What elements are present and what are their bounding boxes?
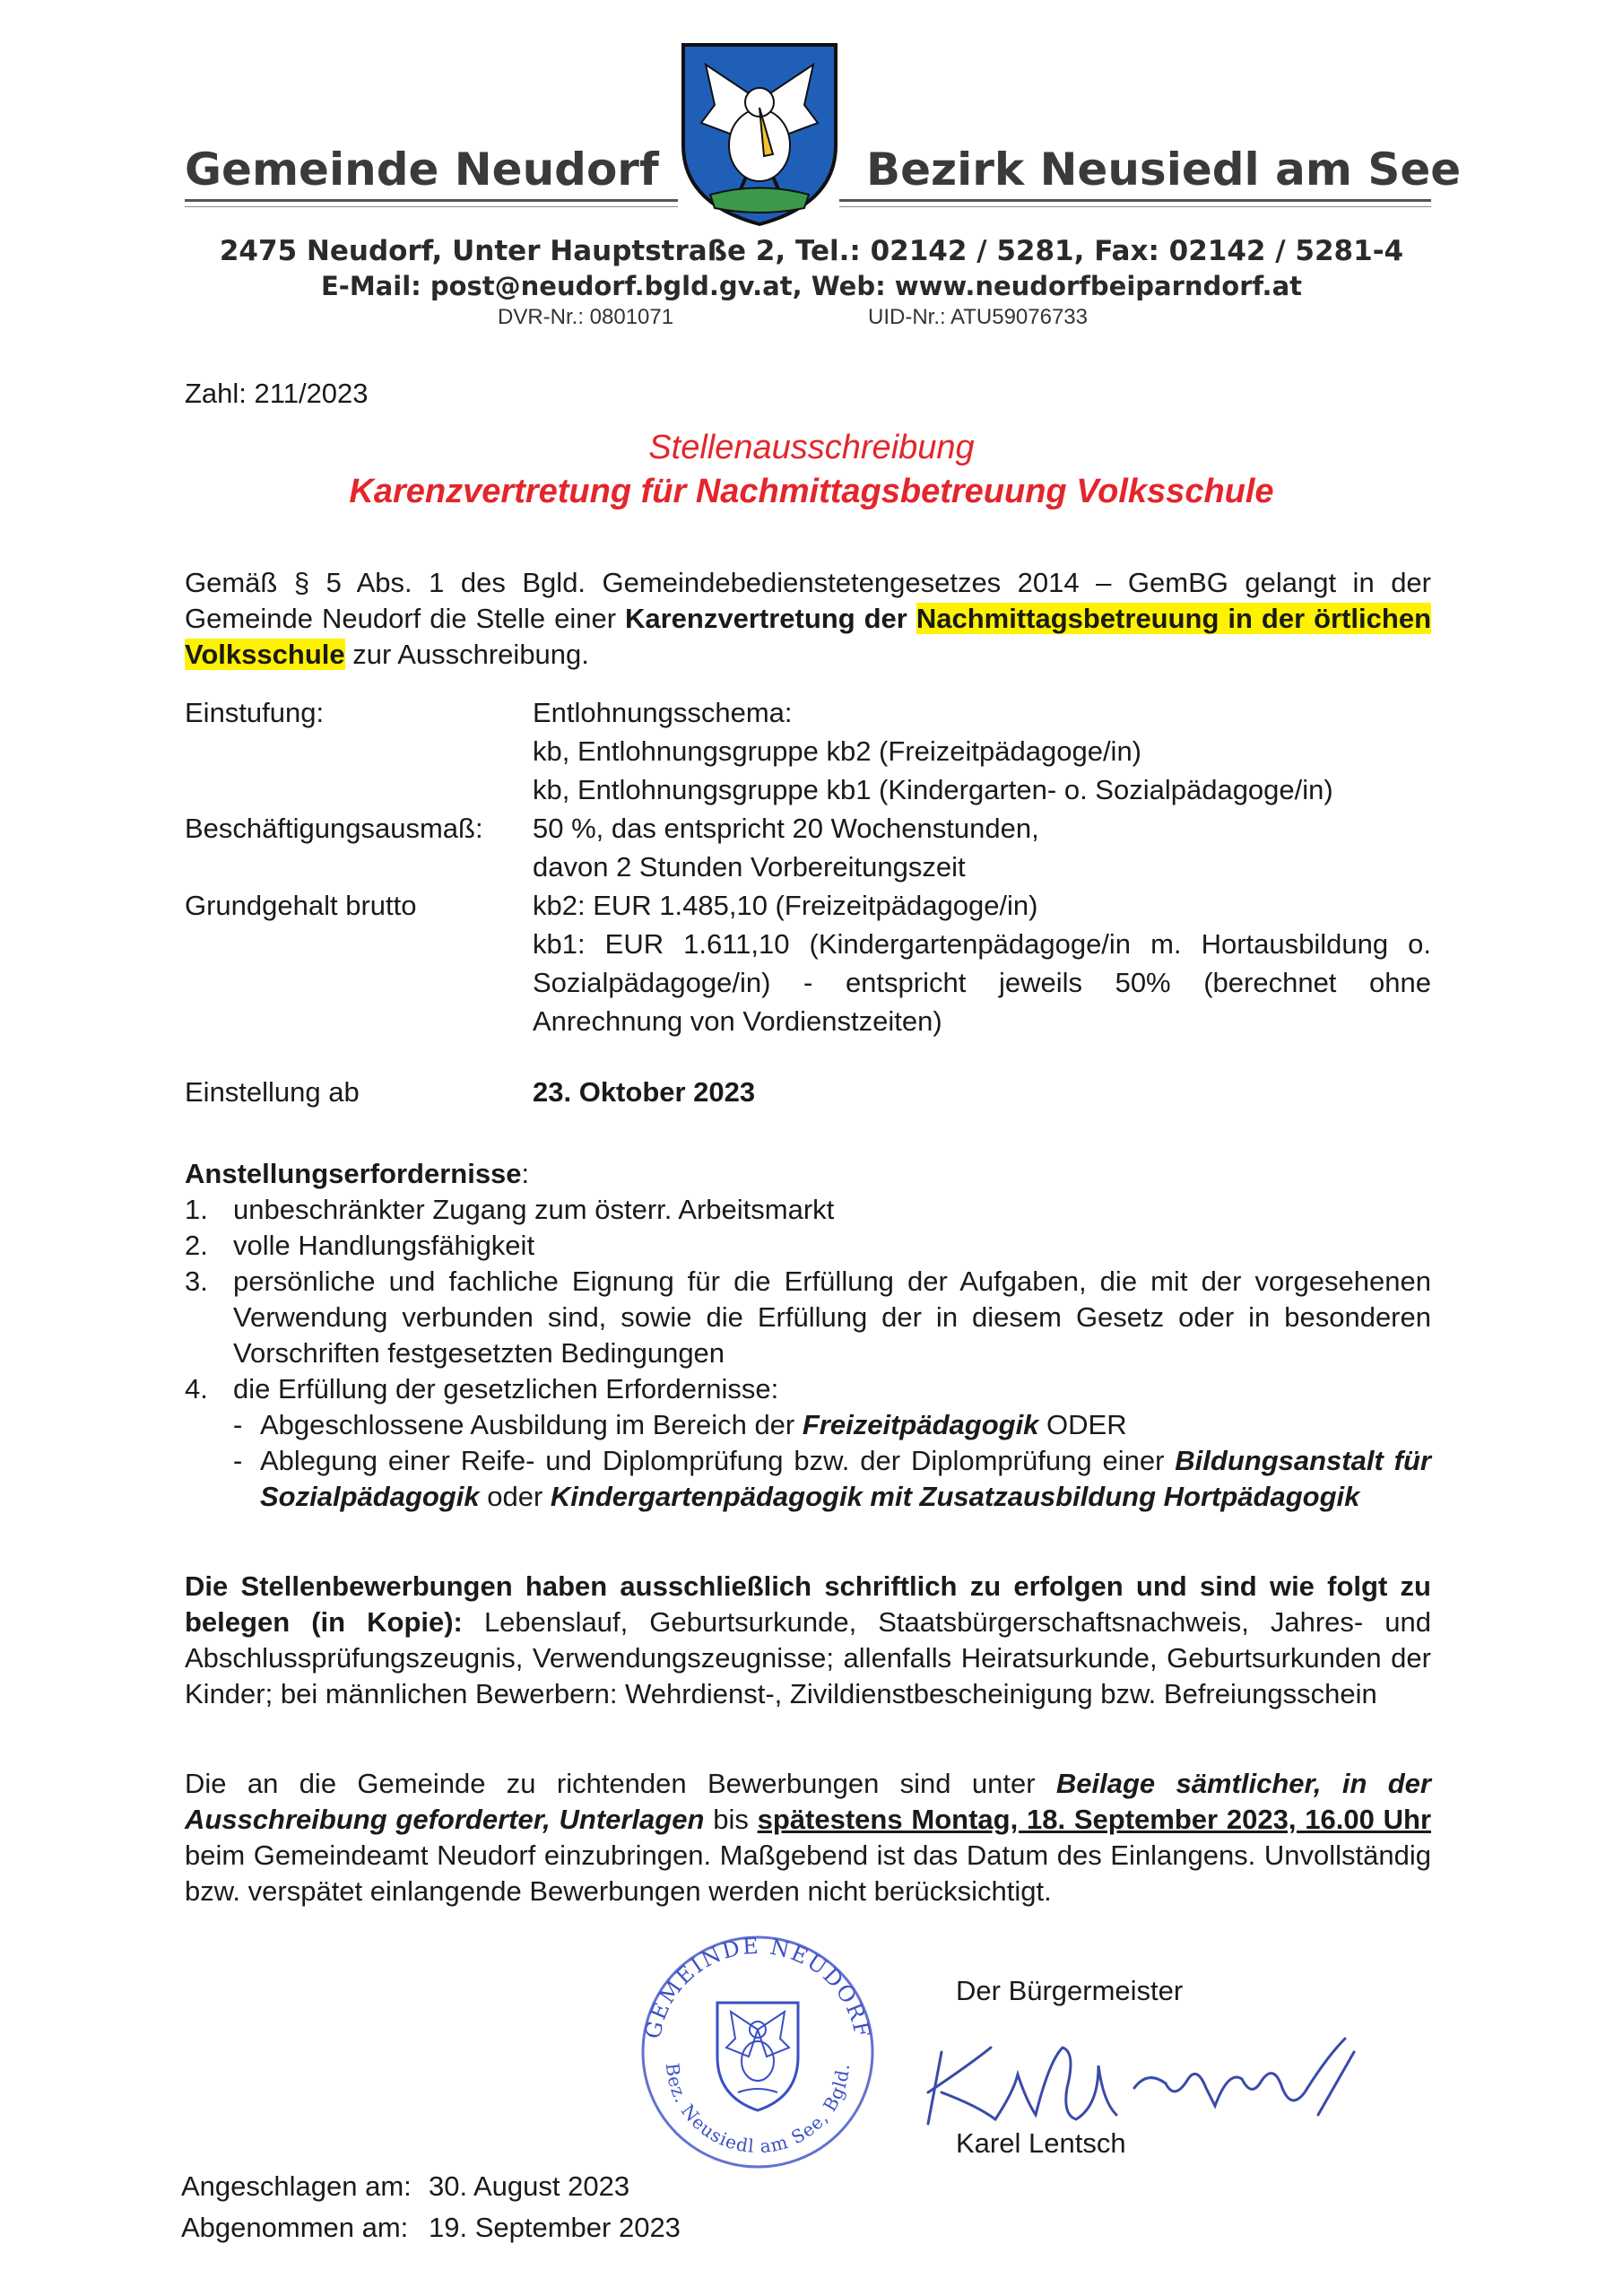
handwritten-signature xyxy=(906,2016,1372,2142)
gehalt-text: kb1: EUR 1.611,10 (Kindergartenpädagoge/in m. Hortausbildung o. Sozialpädagoge/in) - entspricht jeweils 50% (berechnet ohne Anrechnung von Vordienstzeiten) xyxy=(533,928,1431,1037)
gehalt-line-1: kb2: EUR 1.485,10 (Freizeitpädagoge/in) xyxy=(533,890,1038,921)
ausmass-line-2: davon 2 Stunden Vorbereitungszeit xyxy=(533,851,966,883)
sub-dash-2: - xyxy=(233,1445,243,1476)
req-sub-2: Ablegung einer Reife- und Diplomprüfung bzw. der Diplomprüfung einer Bildungsanstalt für Sozialpädagogik oder Kindergartenpädagogik mit Zusatzausbildung Hortpädagogik xyxy=(260,1445,1432,1512)
title-line-2: Karenzvertretung für Nachmittagsbetreuung Volksschule xyxy=(349,473,1274,510)
removed-label: Abgenommen am: xyxy=(181,2212,409,2243)
dvr-number: DVR-Nr.: 0801071 xyxy=(498,305,674,329)
signature-role: Der Bürgermeister xyxy=(956,1975,1184,2006)
deadline: spätestens Montag, 18. September 2023, 16.00 Uhr xyxy=(757,1804,1432,1835)
ausmass-label: Beschäftigungsausmaß: xyxy=(185,813,483,844)
einstufung-line-3: kb, Entlohnungsgruppe kb1 (Kindergarten- o. Sozialpädagoge/in) xyxy=(533,774,1333,805)
einstufung-line-1: Entlohnungsschema: xyxy=(533,697,793,728)
req-num-2: 2. xyxy=(185,1230,208,1261)
svg-text:Bez. Neusiedl am See, Bgld.: Bez. Neusiedl am See, Bgld. xyxy=(661,2062,855,2158)
req-item-2: volle Handlungsfähigkeit xyxy=(233,1230,535,1261)
svg-text:GEMEINDE NEUDORF: GEMEINDE NEUDORF xyxy=(639,1933,876,2041)
application-paragraph: Die Stellenbewerbungen haben ausschließlich schriftlich zu erfolgen und sind wie folgt zu belegen (in Kopie): Lebenslauf, Geburtsurkunde, Staatsbürgerschaftsnachweis, Jahres- und Abschlussprüfungszeugnis, Verwendungszeugnisse; allenfalls Heiratsurkunde, Geburtsurkunden der Kinder; bei männlichen Bewerbern: Wehrdienst-, Zivildienstbescheinigung bzw. Befreiungsschein xyxy=(185,1570,1432,1709)
address-line: 2475 Neudorf, Unter Hauptstraße 2, Tel.: 02142 / 5281, Fax: 02142 / 5281-4 xyxy=(219,235,1404,267)
req-item-4: die Erfüllung der gesetzlichen Erfordernisse: xyxy=(233,1373,779,1405)
einstufung-line-2: kb, Entlohnungsgruppe kb2 (Freizeitpädagoge/in) xyxy=(533,735,1142,767)
official-stamp xyxy=(632,1926,883,2169)
district-name: Bezirk Neusiedl am See xyxy=(866,144,1462,196)
requirements-heading: Anstellungserfordernisse: xyxy=(185,1158,530,1189)
removed-date: 19. September 2023 xyxy=(429,2212,681,2243)
reference-number: Zahl: 211/2023 xyxy=(185,378,369,409)
posted-label: Angeschlagen am: xyxy=(181,2170,412,2202)
email-web-line: E-Mail: post@neudorf.bgld.gv.at, Web: www.neudorfbeiparndorf.at xyxy=(320,271,1302,301)
einstellung-date: 23. Oktober 2023 xyxy=(533,1076,756,1108)
highlighted-position: Nachmittagsbetreuung in der örtlichen Volksschule xyxy=(185,603,1432,670)
intro-paragraph: Gemäß § 5 Abs. 1 des Bgld. Gemeindebedienstetengesetzes 2014 – GemBG gelangt in der Gemeinde Neudorf die Stelle einer Karenzvertretung der Nachmittagsbetreuung in der örtlichen Volksschule zur Ausschreibung. xyxy=(185,567,1432,670)
municipality-name: Gemeinde Neudorf xyxy=(185,144,659,196)
req-num-4: 4. xyxy=(185,1373,208,1405)
req-num-1: 1. xyxy=(185,1194,208,1225)
req-num-3: 3. xyxy=(185,1265,208,1297)
req-item-1: unbeschränkter Zugang zum österr. Arbeitsmarkt xyxy=(233,1194,835,1225)
ausmass-line-1: 50 %, das entspricht 20 Wochenstunden, xyxy=(533,813,1039,844)
req-item-3: persönliche und fachliche Eignung für die Erfüllung der Aufgaben, die mit der vorgesehenen Verwendung verbunden sind, sowie die Erfüllung der in diesem Gesetz oder in besonderen Vorschriften festgesetzten Bedingungen xyxy=(233,1265,1431,1369)
posted-date: 30. August 2023 xyxy=(429,2170,630,2202)
uid-number: UID-Nr.: ATU59076733 xyxy=(868,305,1089,329)
gehalt-label: Grundgehalt brutto xyxy=(185,890,417,921)
title-line-1: Stellenausschreibung xyxy=(648,429,975,466)
einstufung-label: Einstufung: xyxy=(185,697,325,728)
einstellung-label: Einstellung ab xyxy=(185,1076,360,1108)
signature-name: Karel Lentsch xyxy=(956,2127,1126,2159)
sub-dash-1: - xyxy=(233,1409,243,1440)
submission-paragraph: Die an die Gemeinde zu richtenden Bewerbungen sind unter Beilage sämtlicher, in der Ausschreibung geforderter, Unterlagen bis spätestens Montag, 18. September 2023, 16.00 Uhr beim Gemeindeamt Neudorf einzubringen. Maßgebend ist das Datum des Einlangens. Unvollständig bzw. verspätet einlangende Bewerbungen werden nicht berücksichtigt. xyxy=(185,1768,1432,1907)
municipal-crest-icon xyxy=(674,38,845,230)
req-sub-1: Abgeschlossene Ausbildung im Bereich der Freizeitpädagogik ODER xyxy=(260,1409,1127,1440)
